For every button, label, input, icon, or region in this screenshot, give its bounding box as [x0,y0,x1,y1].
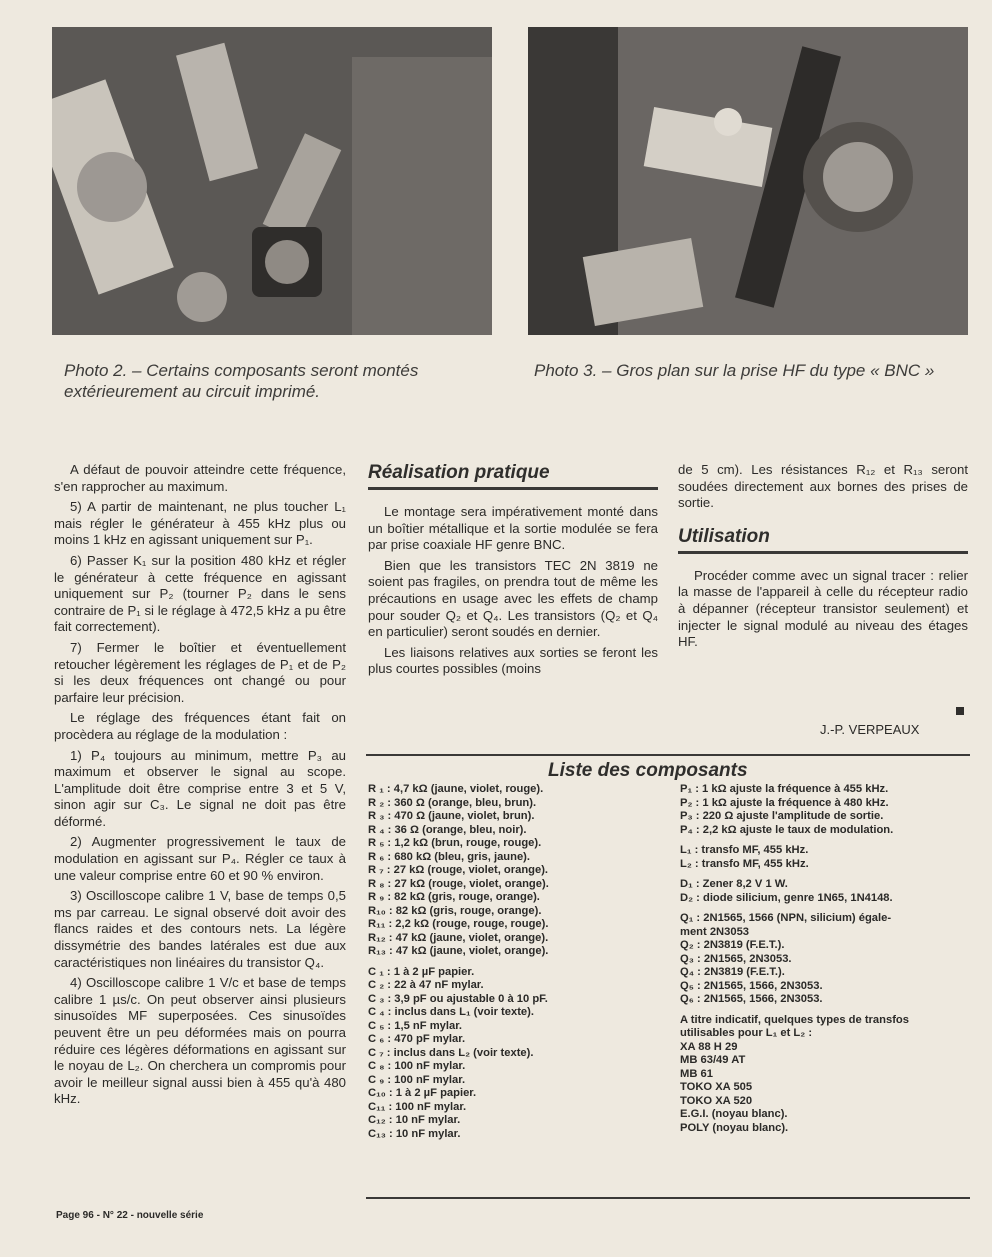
list-item: C ₂ : 22 à 47 nF mylar. [368,979,484,991]
divider [366,1197,970,1199]
list-item: R ₅ : 1,2 kΩ (brun, rouge, rouge). [368,837,542,849]
text-column-3 [678,462,968,655]
list-item: Q₅ : 2N1565, 1566, 2N3053. [680,979,823,992]
photo-2-image [52,27,492,335]
photo-3-image [528,27,968,335]
transfo-group [680,1014,909,1136]
list-item: P₃ : 220 Ω ajuste l'amplitude de sortie. [680,810,884,822]
list-item: D₂ : diode silicium, genre 1N65, 1N4148. [680,891,893,904]
photo-3-caption: Photo 3. – Gros plan sur la prise HF du type « BNC » [534,361,935,380]
list-item: R₁₃ : 47 kΩ (jaune, violet, orange). [368,945,549,957]
page-footer: Page 96 - N° 22 - nouvelle série [56,1210,204,1221]
list-item: C ₅ : 1,5 nF mylar. [368,1019,463,1032]
list-item: C ₄ : inclus dans L₁ (voir texte). [368,1006,534,1018]
section-heading-realisation: Réalisation pratique [368,462,658,490]
section-heading-utilisation: Utilisation [678,526,968,554]
list-item: R₁₁ : 2,2 kΩ (rouge, rouge, rouge). [368,918,549,930]
list-item: P₁ : 1 kΩ ajuste la fréquence à 455 kHz. [680,783,889,795]
list-item: Q₂ : 2N3819 (F.E.T.). [680,939,785,951]
list-item: C ₉ : 100 nF mylar. [368,1073,466,1086]
list-item: Q₆ : 2N1565, 1566, 2N3053. [680,993,823,1005]
transistor-group [680,912,909,1007]
potentiometer-group [680,783,909,837]
list-item: C ₆ : 470 pF mylar. [368,1033,466,1045]
list-item: C₁₃ : 10 nF mylar. [368,1127,461,1140]
paragraph: 6) Passer K₁ sur la position 480 kHz et régler le générateur à cette fréquence en agissant uniquement sur P₂ (tourner P₂ dans le sens contraire de P₁ si le réglage à 472,5 kHz a pu être fait correctement). [54,552,346,635]
list-item: TOKO XA 505 [680,1081,753,1093]
paragraph: Le montage sera impérativement monté dans un boîtier métallique et la sortie modulée se fera par prise coaxiale HF genre BNC. [368,504,658,553]
paragraph: 1) P₄ toujours au minimum, mettre P₃ au maximum et observer le signal au scope. L'amplitude doit être comprise entre 3 et 5 V, sinon agir sur C₃. Le signal ne doit pas être déformé. [54,747,346,829]
list-item: TOKO XA 520 [680,1094,753,1107]
components-list-left [368,783,549,1141]
list-item: C ₃ : 3,9 pF ou ajustable 0 à 10 pF. [368,992,548,1005]
capacitor-group [368,966,549,1142]
list-item: R ₆ : 680 kΩ (bleu, gris, jaune). [368,850,531,863]
list-item: ment 2N3053 [680,925,750,938]
list-item: D₁ : Zener 8,2 V 1 W. [680,878,788,890]
list-item: R ₈ : 27 kΩ (rouge, violet, orange). [368,877,549,890]
list-item: R ₄ : 36 Ω (orange, bleu, noir). [368,823,527,836]
photo-2 [52,27,492,335]
list-item: E.G.I. (noyau blanc). [680,1108,788,1120]
list-item: P₂ : 1 kΩ ajuste la fréquence à 480 kHz. [680,796,889,809]
list-item: utilisables pour L₁ et L₂ : [680,1027,813,1039]
paragraph: A défaut de pouvoir atteindre cette fréquence, s'en rapprocher au maximum. [54,462,346,494]
text-column-1 [54,462,346,1112]
photo-2-caption: Photo 2. – Certains composants seront montés extérieurement au circuit imprimé. [64,361,419,401]
list-item: L₂ : transfo MF, 455 kHz. [680,857,809,870]
paragraph: 2) Augmenter progressivement le taux de modulation en agissant sur P₄. Régler ce taux à une valeur comprise entre 60 et 90 % environ. [54,834,346,883]
components-list-right [680,783,909,1135]
list-item: Q₁ : 2N1565, 1566 (NPN, silicium) égale- [680,912,892,924]
list-item: C ₇ : inclus dans L₂ (voir texte). [368,1046,534,1059]
list-item: A titre indicatif, quelques types de transfos [680,1013,909,1026]
list-item: R ₉ : 82 kΩ (gris, rouge, orange). [368,891,540,903]
list-item: C ₈ : 100 nF mylar. [368,1060,466,1072]
divider [366,754,970,756]
list-item: POLY (noyau blanc). [680,1121,789,1134]
list-item: L₁ : transfo MF, 455 kHz. [680,844,809,856]
list-item: C₁₀ : 1 à 2 µF papier. [368,1087,477,1099]
paragraph: 3) Oscilloscope calibre 1 V, base de temps 0,5 ms par carreau. Le signal observé doit avoir des flancs raides et des contours nets. La légère dissymétrie des bandes latérales est due aux caractéristiques non linéaires du transistor Q₄. [54,888,346,970]
list-item: R₁₂ : 47 kΩ (jaune, violet, orange). [368,931,549,944]
paragraph: Les liaisons relatives aux sorties se feront les plus courtes possibles (moins [368,644,658,677]
list-item: C₁₁ : 100 nF mylar. [368,1100,467,1113]
list-item: R ₃ : 470 Ω (jaune, violet, brun). [368,810,535,822]
paragraph: Procéder comme avec un signal tracer : relier la masse de l'appareil à celle du récepteur radio à dépanner (récepteur transistor seulement) et injecter le signal modulé au niveau des étages HF. [678,567,968,650]
components-list-title: Liste des composants [548,760,748,781]
photo-3 [528,27,968,335]
text-column-2 [368,462,658,682]
list-item: MB 61 [680,1067,713,1080]
paragraph: Le réglage des fréquences étant fait on procèdera au réglage de la modulation : [54,710,346,742]
diode-group [680,878,909,905]
list-item: Q₄ : 2N3819 (F.E.T.). [680,966,785,978]
list-item: R₁₀ : 82 kΩ (gris, rouge, orange). [368,904,542,917]
list-item: R ₁ : 4,7 kΩ (jaune, violet, rouge). [368,783,544,795]
resistor-group [368,783,549,959]
list-item: P₄ : 2,2 kΩ ajuste le taux de modulation. [680,823,894,836]
paragraph: de 5 cm). Les résistances R₁₂ et R₁₃ seront soudées directement aux bornes des prises de sortie. [678,462,968,511]
list-item: R ₇ : 27 kΩ (rouge, violet, orange). [368,864,549,876]
list-item: MB 63/49 AT [680,1054,746,1066]
paragraph: 5) A partir de maintenant, ne plus toucher L₁ mais régler le générateur à 455 kHz plus ou moins 1 kHz en agissant uniquement sur P₁. [54,499,346,548]
paragraph: 4) Oscilloscope calibre 1 V/c et base de temps calibre 1 µs/c. On peut observer ainsi plusieurs sinusoïdes MF superposées. Ces sinusoïdes peuvent être un peu déformées mais on pourra réduire ces légères déformations en agissant sur le noyau de L₂. On cherchera un compromis pour avoir le meilleur signal aussi bien à 455 qu'à 480 kHz. [54,975,346,1107]
list-item: XA 88 H 29 [680,1040,738,1053]
list-item: R ₂ : 360 Ω (orange, bleu, brun). [368,796,537,809]
author-signature: J.-P. VERPEAUX [820,722,920,737]
end-of-article-mark [956,707,964,715]
paragraph: 7) Fermer le boîtier et éventuellement retoucher légèrement les réglages de P₁ et de P₂ si les deux fréquences ont changé ou pour parfaire leur précision. [54,639,346,705]
list-item: Q₃ : 2N1565, 2N3053. [680,952,792,965]
inductor-group [680,844,909,871]
list-item: C ₁ : 1 à 2 µF papier. [368,965,475,978]
list-item: C₁₂ : 10 nF mylar. [368,1114,461,1126]
paragraph: Bien que les transistors TEC 2N 3819 ne soient pas fragiles, on prendra tout de même les précautions en usage avec les effets de champ pour souder Q₂ et Q₄. Les transistors (Q₂ et Q₄ en particulier) seront soudés en dernier. [368,557,658,640]
